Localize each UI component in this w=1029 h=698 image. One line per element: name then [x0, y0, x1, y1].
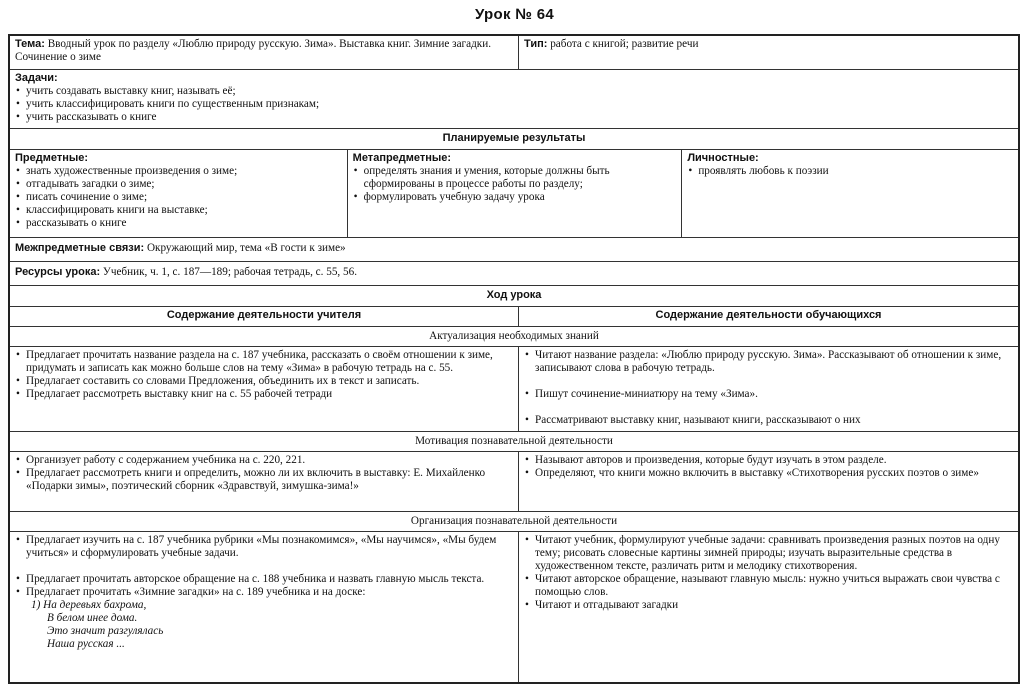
intersubject-label: Межпредметные связи:	[15, 242, 145, 254]
list-item: • Читают название раздела: «Люблю природу русскую. Зима». Рассказывают об отношении к зиме, записывают слова в рабочую тетрадь.	[524, 349, 1013, 375]
teacher-activity-list	[15, 349, 513, 401]
poem-line: 1) На деревьях бахрома,	[31, 599, 147, 611]
stage-header-row	[10, 432, 1018, 452]
list-item: • формулировать учебную задачу урока	[353, 191, 677, 204]
teacher-column-header: Содержание деятельности учителя	[166, 309, 362, 321]
list-item: • отгадывать загадки о зиме;	[15, 178, 342, 191]
list-item: • Предлагает прочитать авторское обращение на с. 188 учебника и назвать главную мысль текста.	[15, 573, 513, 586]
stage-header: Организация познавательной деятельности	[410, 515, 618, 527]
theme-cell	[10, 36, 518, 69]
riddle-poem	[15, 599, 513, 651]
resources-row	[10, 262, 1018, 286]
list-item: • классифицировать книги на выставке;	[15, 204, 342, 217]
list-item: • Предлагает рассмотреть книги и определить, можно ли их включить в выставку: Е. Михайленко «Подарки зимы», поэтический сборник «Здравствуй, зимушка-зима!»	[15, 467, 513, 493]
intersubject-row	[10, 238, 1018, 262]
tasks-row	[10, 70, 1018, 129]
results-header-row	[10, 129, 1018, 150]
list-item: • Предлагает рассмотреть выставку книг на с. 55 рабочей тетради	[15, 388, 513, 401]
list-item: • Рассматривают выставку книг, называют книги, рассказывают о них	[524, 414, 1013, 427]
list-item: • проявлять любовь к поэзии	[687, 165, 1013, 178]
stage-content-row	[10, 452, 1018, 512]
list-item: • Предлагает составить со словами Предложения, объединить их в текст и записать.	[15, 375, 513, 388]
subject-results-list	[15, 165, 342, 230]
resources-cell	[10, 262, 1018, 285]
poem-line: Это значит разгулялась	[47, 625, 164, 637]
poem-line: В белом инее дома.	[47, 612, 138, 624]
student-activity-list	[524, 349, 1013, 427]
stage-header-row	[10, 512, 1018, 532]
personal-results-list	[687, 165, 1013, 178]
resources-label: Ресурсы урока:	[15, 266, 101, 278]
list-item: • рассказывать о книге	[15, 217, 342, 230]
stage-content-row	[10, 532, 1018, 682]
list-item: • учить классифицировать книги по существенным признакам;	[15, 98, 1013, 111]
type-text: работа с книгой; развитие речи	[547, 38, 699, 50]
teacher-activity-list	[15, 454, 513, 493]
student-activity-list	[524, 454, 1013, 480]
list-item: • знать художественные произведения о зиме;	[15, 165, 342, 178]
theme-label: Тема:	[15, 38, 45, 50]
course-header-row	[10, 286, 1018, 307]
page-title: Урок № 64	[474, 6, 555, 23]
subject-results-label: Предметные:	[15, 152, 89, 164]
list-item: • Определяют, что книги можно включить в выставку «Стихотворения русских поэтов о зиме»	[524, 467, 1013, 480]
teacher-activity-cell	[10, 347, 518, 431]
list-item: • писать сочинение о зиме;	[15, 191, 342, 204]
column-headers-row	[10, 307, 1018, 327]
stage-content-row	[10, 347, 1018, 432]
list-item: • Организует работу с содержанием учебника на с. 220, 221.	[15, 454, 513, 467]
list-item: • Предлагает прочитать «Зимние загадки» на с. 189 учебника и на доске:	[15, 586, 513, 599]
type-cell	[518, 36, 1018, 69]
meta-results-label: Метапредметные:	[352, 152, 452, 164]
type-label: Тип:	[524, 38, 548, 50]
student-column-header: Содержание деятельности обучающихся	[518, 307, 1018, 326]
results-header: Планируемые результаты	[442, 132, 586, 144]
list-item: • Предлагает прочитать название раздела на с. 187 учебника, рассказать о своём отношении к зиме, придумать и записать как можно больше слов на тему «Зима» в рабочую тетрадь на с. 55.	[15, 349, 513, 375]
stage-header-row	[10, 327, 1018, 347]
list-item: • Предлагает изучить на с. 187 учебника рубрики «Мы познакомимся», «Мы научимся», «Мы будем учиться» и сформулировать учебные задачи.	[15, 534, 513, 560]
poem-line: Наша русская ...	[47, 638, 125, 650]
list-item: • Читают и отгадывают загадки	[524, 599, 1013, 612]
list-item: • учить создавать выставку книг, называть её;	[15, 85, 1013, 98]
teacher-activity-list	[15, 534, 513, 599]
subject-results-cell	[10, 150, 347, 237]
meta-results-list	[353, 165, 677, 204]
resources-text: Учебник, ч. 1, с. 187—189; рабочая тетрадь, с. 55, 56.	[100, 266, 357, 278]
personal-results-label: Личностные:	[687, 152, 759, 164]
tasks-cell	[10, 70, 1018, 128]
list-item: • Называют авторов и произведения, которые будут изучать в этом разделе.	[524, 454, 1013, 467]
student-activity-cell	[518, 532, 1018, 682]
theme-text: Вводный урок по разделу «Люблю природу русскую. Зима». Выставка книг. Зимние загадки. Сочинение о зиме	[15, 38, 492, 63]
stage-header: Мотивация познавательной деятельности	[415, 435, 613, 447]
results-row	[10, 150, 1018, 238]
student-activity-list	[524, 534, 1013, 612]
list-item: • учить рассказывать о книге	[15, 111, 1013, 124]
theme-row	[10, 36, 1018, 70]
tasks-list	[15, 85, 1013, 124]
list-item: • Пишут сочинение-миниатюру на тему «Зима».	[524, 388, 1013, 401]
student-activity-cell	[518, 452, 1018, 511]
teacher-activity-cell	[10, 532, 518, 682]
intersubject-text: Окружающий мир, тема «В гости к зиме»	[144, 242, 346, 254]
personal-results-cell	[681, 150, 1018, 237]
meta-results-cell	[347, 150, 682, 237]
list-item: • Читают учебник, формулируют учебные задачи: сравнивать произведения разных поэтов на одну тему; рисовать словесные картины зимней природы; изучать выразительные средства в художественном тексте, различать ритм и мелодику стихотворения.	[524, 534, 1013, 573]
stage-header: Актуализация необходимых знаний	[429, 330, 599, 342]
teacher-activity-cell	[10, 452, 518, 511]
student-activity-cell	[518, 347, 1018, 431]
lesson-table	[8, 34, 1020, 684]
list-item: • определять знания и умения, которые должны быть сформированы в процессе работы по разделу;	[353, 165, 677, 191]
list-item: • Читают авторское обращение, называют главную мысль: нужно учиться выражать свои чувства с помощью слов.	[524, 573, 1013, 599]
intersubject-cell	[10, 238, 1018, 261]
course-header: Ход урока	[486, 289, 542, 301]
tasks-label: Задачи:	[15, 72, 58, 84]
